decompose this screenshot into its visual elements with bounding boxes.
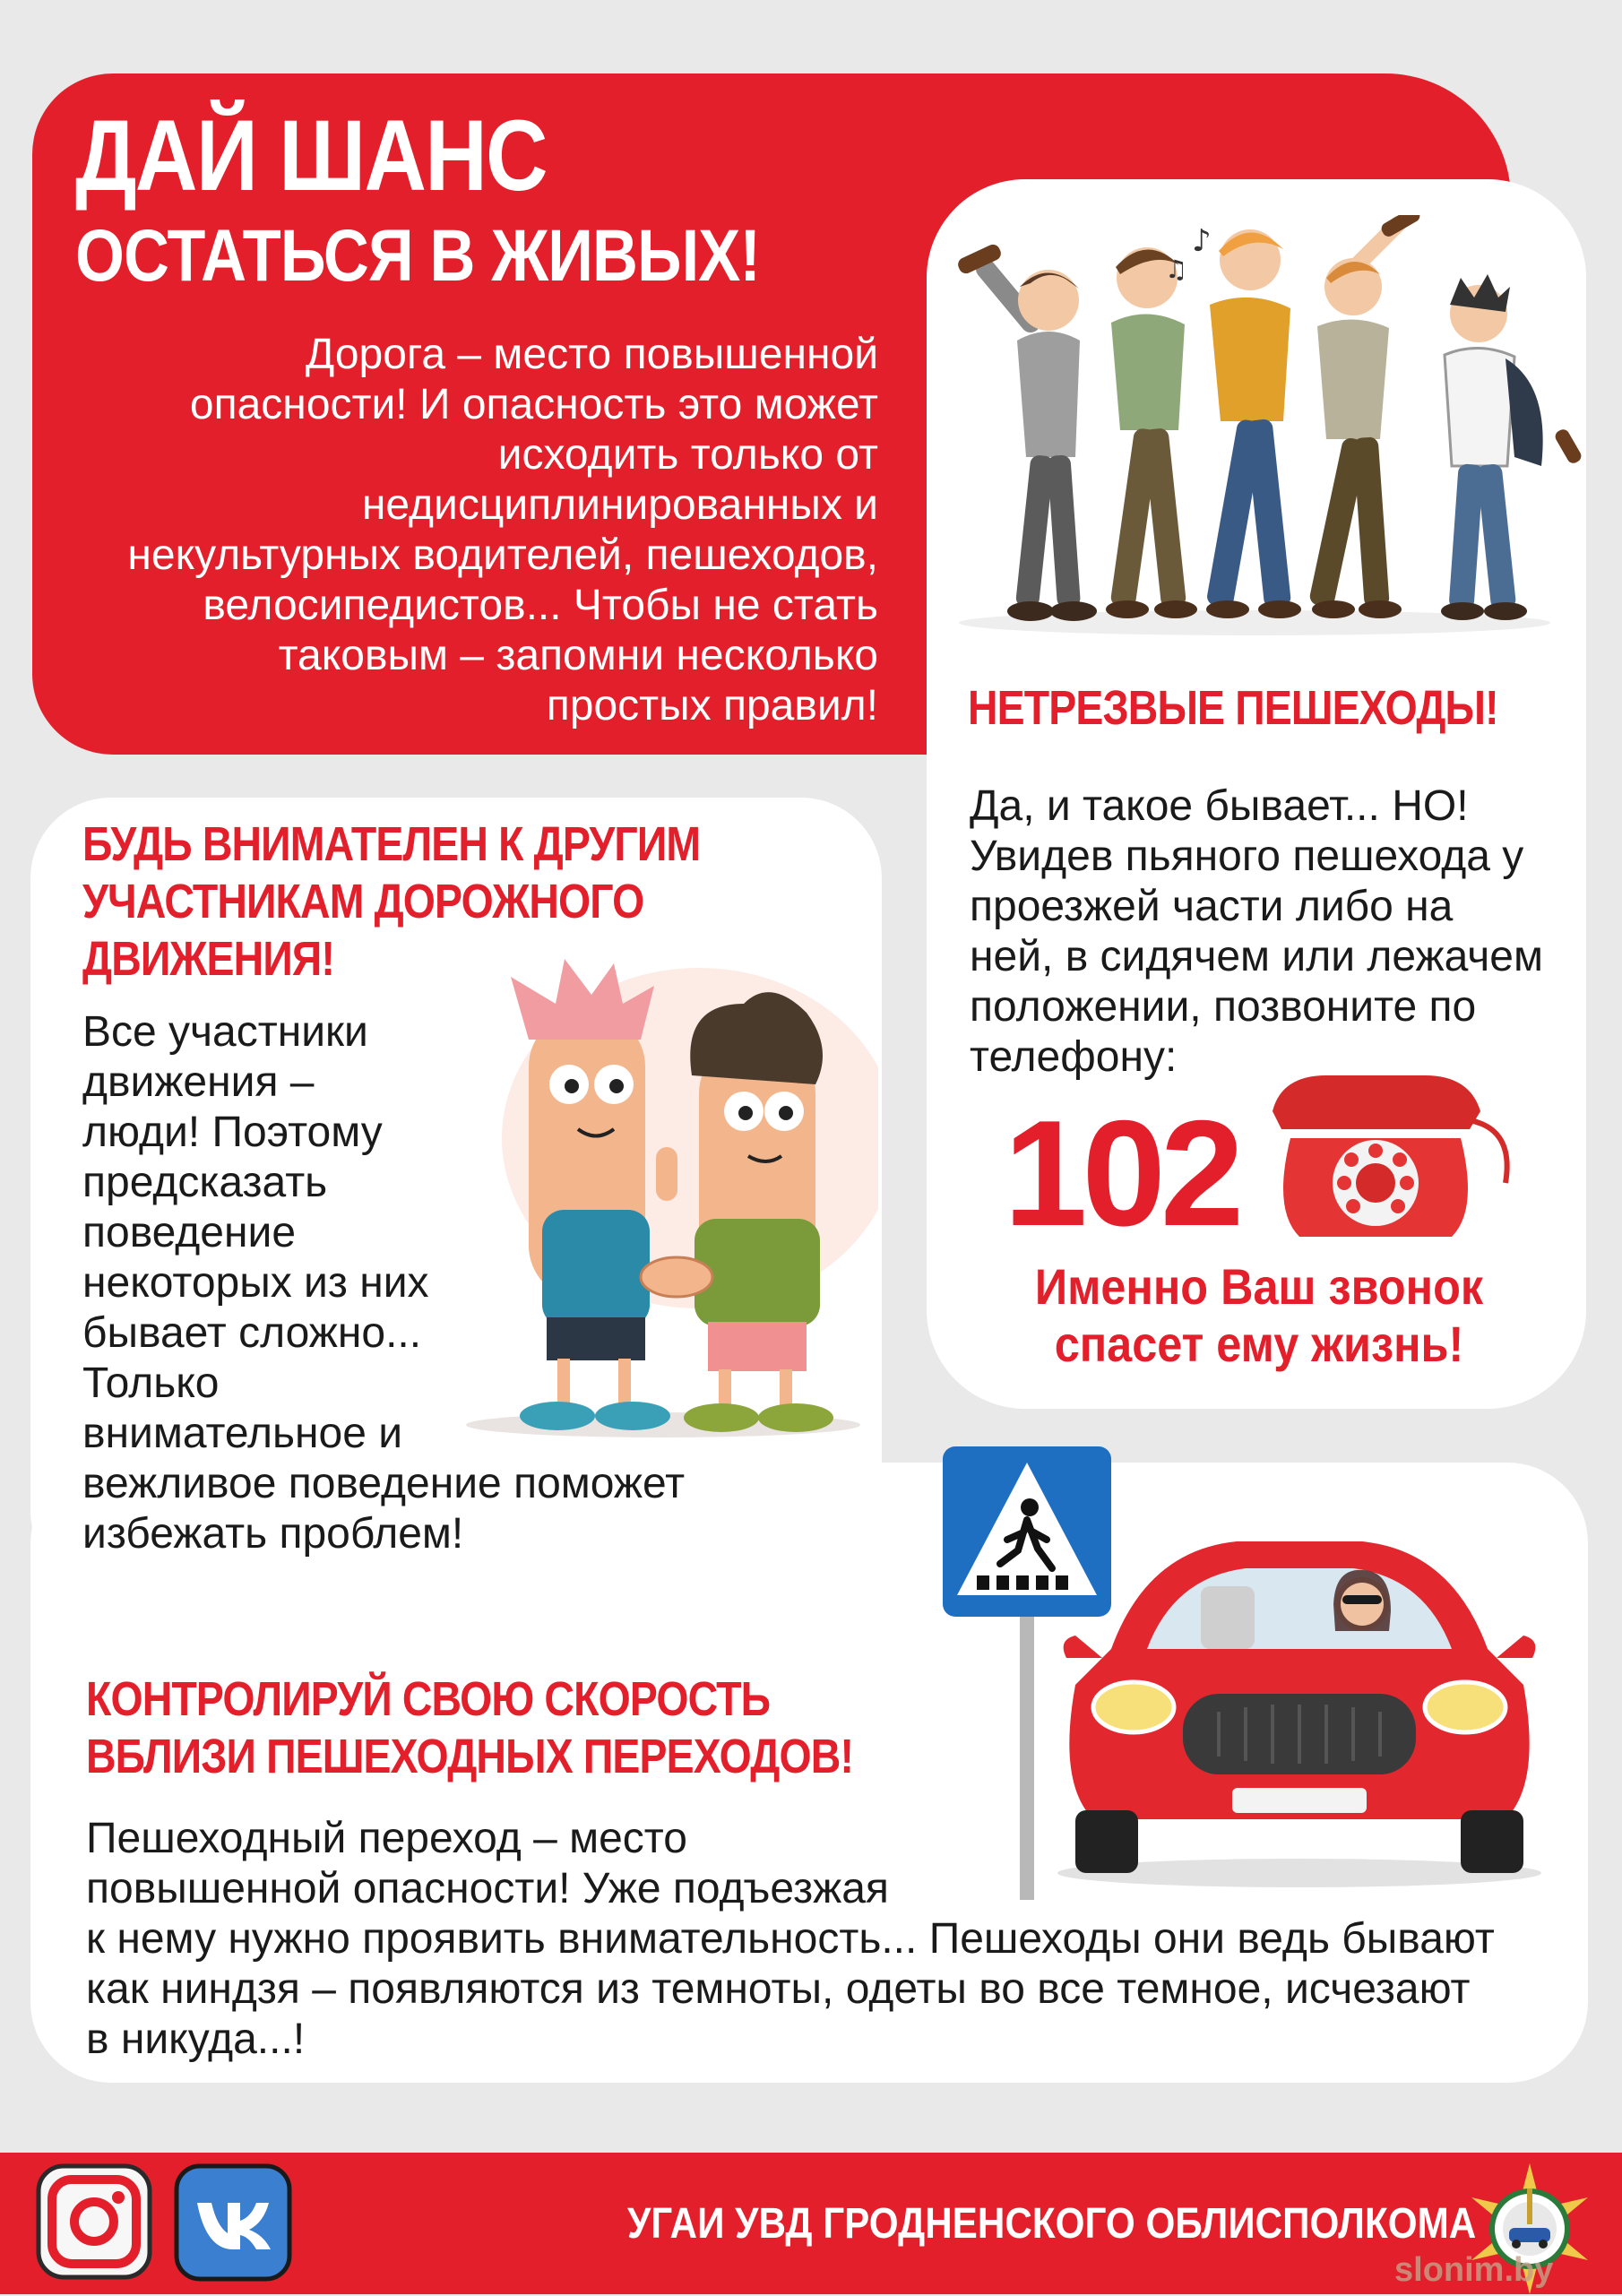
hero-subtitle: ОСТАТЬСЯ В ЖИВЫХ! <box>75 215 761 297</box>
be-attentive-text: Все участники движения – люди! Поэтому предсказать поведение некоторых из них бывает сложно... Только внимательное и вежливое поведение поможет избежать проблем! <box>82 1008 686 1558</box>
speech-bubble-tail <box>744 1470 941 1649</box>
svg-text:♫: ♫ <box>1165 255 1188 284</box>
drunk-pedestrians-text: Да, и такое бывает... НО! Увидев пьяного пешехода у проезжей части либо на ней, в сидячем или лежачем положении, позвоните по телефону: <box>970 782 1543 1081</box>
be-attentive-title: БУДЬ ВНИМАТЕЛЕН К ДРУГИМ УЧАСТНИКАМ ДОРОЖНОГО ДВИЖЕНИЯ! <box>82 817 701 986</box>
hero-text: Дорога – место повышенной опасности! И опасность это может исходить только от недисциплинированных и некультурных водителей, пешеходов, велосипедистов... Чтобы не стать таковым – запомни несколько простых правил! <box>127 331 878 729</box>
control-speed-title: КОНТРОЛИРУЙ СВОЮ СКОРОСТЬ ВБЛИЗИ ПЕШЕХОДНЫХ ПЕРЕХОДОВ! <box>86 1672 854 1783</box>
emergency-phone-number: 102 <box>1004 1089 1239 1257</box>
hero-title: ДАЙ ШАНС <box>75 99 547 211</box>
vk-icon[interactable] <box>174 2163 292 2282</box>
control-speed-text: Пешеходный переход – место повышенной опасности! Уже подъезжая к нему нужно проявить внимательность... Пешеходы они ведь бывают как ниндзя – появляются из темноты, одеты во все темное, исчезают в никуда...! <box>86 1815 1495 2063</box>
red-car-illustration <box>1040 1515 1559 1891</box>
handshake-illustration <box>457 959 878 1443</box>
drunk-save-message: Именно Ваш звонок спасет ему жизнь! <box>1034 1258 1484 1372</box>
instagram-icon[interactable] <box>36 2163 152 2280</box>
drunk-pedestrians-illustration <box>932 215 1586 645</box>
red-rotary-phone-illustration <box>1246 1057 1523 1255</box>
watermark: slonim.by <box>1394 2251 1554 2289</box>
organization-name: УГАИ УВД ГРОДНЕНСКОГО ОБЛИСПОЛКОМА <box>627 2200 1477 2248</box>
drunk-pedestrians-title: НЕТРЕЗВЫЕ ПЕШЕХОДЫ! <box>968 681 1498 735</box>
svg-text:♪: ♪ <box>1192 223 1212 259</box>
